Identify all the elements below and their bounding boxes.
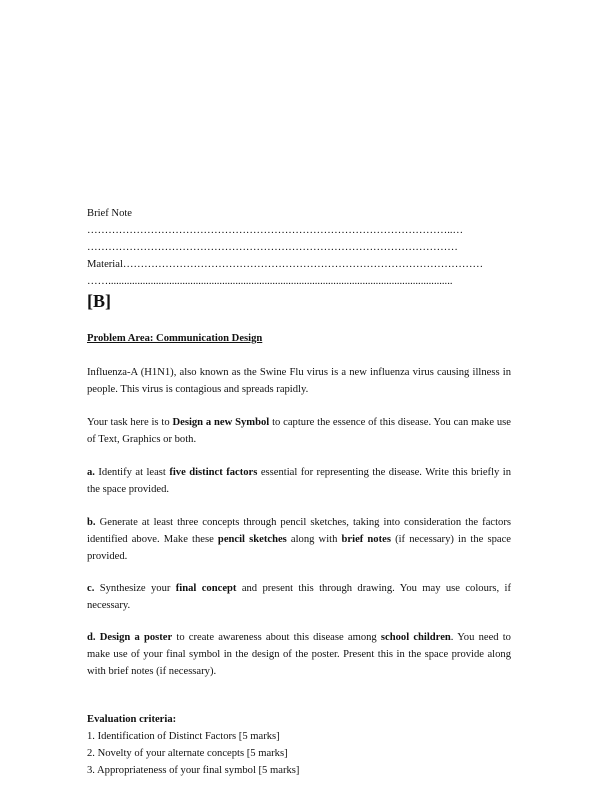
- evaluation-item: 1. Identification of Distinct Factors [5 marks]: [87, 731, 280, 742]
- item-b-text: Generate at least three concepts through pencil sketches, taking into consideration the factors identified above. Make these: [87, 517, 511, 545]
- task-paragraph: [87, 414, 511, 448]
- item-b-text: along with: [286, 534, 342, 545]
- evaluation-heading-text: Evaluation criteria:: [87, 714, 177, 725]
- item-d-bold: school children: [380, 632, 451, 643]
- item-c-label: c.: [87, 583, 95, 594]
- item-d-text: . You need to make use of your final symbol in the design of the poster. Present this in the space provide along with brief notes (if necessary).: [87, 632, 511, 677]
- item-c-text: and present this through drawing. You may use colours, if necessary.: [87, 583, 512, 611]
- problem-area-text: Problem Area: Communication Design: [87, 333, 263, 344]
- item-b-bold: brief notes: [341, 534, 391, 545]
- item-b-bold: pencil sketches: [217, 534, 287, 545]
- evaluation-item: 3. Appropriateness of your final symbol [5 marks]: [87, 765, 300, 776]
- task-text: to capture the essence of this disease. You can make use of Text, Graphics or both.: [87, 417, 511, 445]
- problem-area-heading: [87, 330, 511, 347]
- item-d-label: d. Design a poster: [87, 632, 173, 643]
- item-a-label: a.: [87, 467, 95, 478]
- item-d-text: to create awareness about this disease among: [172, 632, 381, 643]
- item-b-text: (if necessary) in the space provided.: [87, 534, 511, 562]
- intro-paragraph: Influenza-A (H1N1), also known as the Swine Flu virus is a new influenza virus causing illness in people. This virus is contagious and spreads rapidly.: [87, 367, 511, 395]
- task-text: Your task here is to: [87, 417, 173, 428]
- item-c-bold: final concept: [175, 583, 237, 594]
- item-b-label: b.: [87, 517, 96, 528]
- item-a-bold: five distinct factors: [169, 467, 258, 478]
- item-a-paragraph: [87, 464, 511, 498]
- section-label: [B]: [87, 291, 111, 311]
- dotted-line: ……………………………………………………………………………………………: [87, 242, 458, 253]
- brief-note-label: Brief Note: [87, 208, 133, 219]
- item-a-text: Identify at least: [94, 467, 170, 478]
- dotted-line: …………………………………………………………………………………………..…: [87, 225, 464, 236]
- evaluation-item: 2. Novelty of your alternate concepts [5 marks]: [87, 748, 288, 759]
- item-c-paragraph: [87, 580, 511, 614]
- material-line: Material…………………………………………………………………………………………: [87, 259, 484, 270]
- task-bold: Design a new Symbol: [172, 417, 270, 428]
- item-a-text: essential for representing the disease. Write this briefly in the space provided.: [87, 467, 511, 495]
- item-d-paragraph: [87, 629, 511, 680]
- dotted-line: ……..................................................................................................................................: [87, 276, 453, 287]
- item-b-paragraph: [87, 514, 511, 565]
- item-c-text: Synthesize your: [94, 583, 176, 594]
- evaluation-heading: [87, 711, 176, 728]
